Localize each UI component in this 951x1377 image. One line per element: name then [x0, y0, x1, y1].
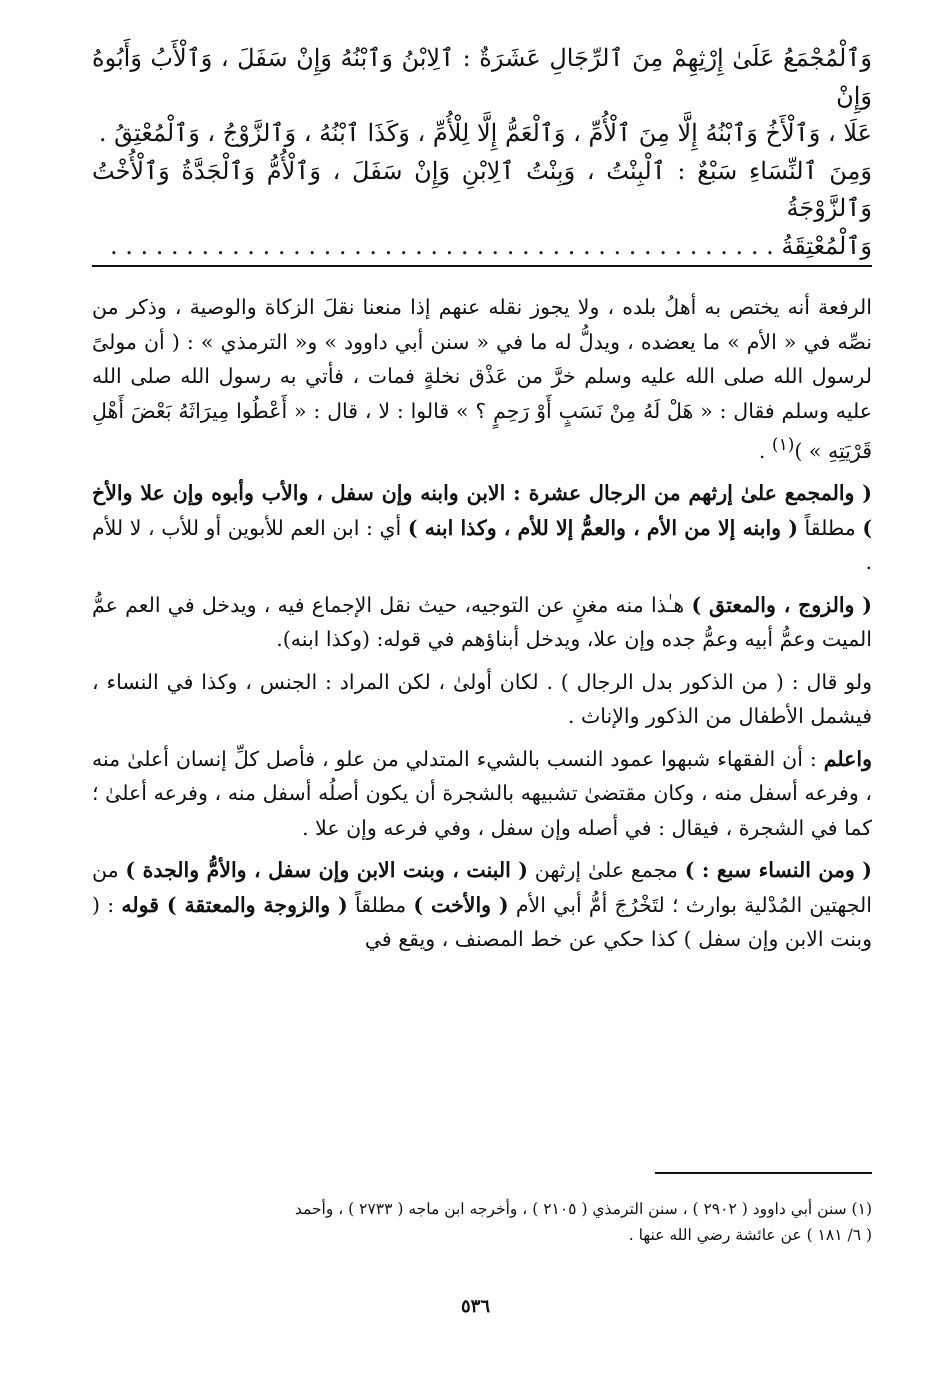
paragraph-text: مطلقاً [347, 892, 414, 917]
commentary-paragraph [92, 290, 872, 468]
commentary-paragraph [92, 853, 872, 957]
commentary-text-block [92, 290, 872, 965]
paragraph-text: هـٰذا منه مغنٍ عن التوجيه، حيث نقل الإجماع فيه ، ويدخل في العم عمُّ الميت وعمُّ أبيه وعمُّ جده وإن علا، ويدخل أبناؤهم في قوله: (وكذا ابنه). [92, 592, 872, 652]
footnote-rule [655, 1172, 872, 1174]
paragraph-text: مطلقاً [797, 515, 863, 540]
footnote-block [92, 1196, 872, 1248]
separator-rule [92, 265, 872, 267]
matn-quote: ( والزوج ، والمعتق ) [691, 592, 872, 617]
paragraph-text: من الجهتين المُدْلية بوارث ؛ لتَخْرُجَ أمُّ أبي الأم [92, 858, 873, 917]
matn-quote: ( ومن النساء سبع : ) [684, 858, 872, 883]
paragraph-text: الرفعة أنه يختص به أهلُ بلده ، ولا يجوز نقله عنهم إذا منعنا نقلَ الزكاة والوصية ، وذكر من نصِّه في « الأم » ما يعضده ، ويدلُّ له ما في « سنن أبي داوود » و« الترمذي » : ( أن مولىً لرسول الله صلى الله عليه وسلم خرَّ من عَذْق نخلةٍ فمات ، فأتي به رسول الله صلى الله عليه وسلم فقال : « هَلْ لَهُ مِنْ نَسَبٍ أَوْ رَحِمٍ ؟ » قالوا : لا ، قال : « أَعْطُوا مِيرَاثَهُ بَعْضَ أَهْلِ قَرْيَتِهِ » ) [92, 295, 872, 463]
matn-quote: ( والزوجة والمعتقة ) قوله [121, 892, 348, 917]
commentary-paragraph [92, 588, 872, 657]
matn-quote: ( البنت ، وبنت الابن وإن سفل ، والأمُّ والجدة ) [125, 858, 528, 883]
paragraph-text: : ( وبنت الابن وإن سفل ) كذا حكي عن خط المصنف ، ويقع في [92, 892, 872, 952]
commentary-paragraph [92, 476, 872, 580]
matn-line: وَمِنَ ٱلنِّسَاءِ سَبْعٌ : ٱلْبِنْتُ ، وَبِنْتُ ٱلِابْنِ وَإِنْ سَفَلَ ، وَٱلْأُمُّ وَٱلْجَدَّةُ وَٱلْأُخْتُ وَٱلزَّوْجَةُ [92, 156, 872, 222]
footnote-line: (١) سنن أبي داوود ( ٢٩٠٢ ) ، سنن الترمذي ( ٢١٠٥ ) ، وأخرجه ابن ماجه ( ٢٧٣٣ ) ، وأحمد [294, 1200, 872, 1218]
matn-quote: ( والأخت ) [413, 892, 509, 917]
matn-line: عَلَا ، وَٱلْأَخُ وَٱبْنُهُ إِلَّا مِنَ ٱلْأُمِّ ، وَٱلْعَمُّ إِلَّا لِلْأُمِّ ، وَكَذَا ٱبْنُهُ ، وَٱلزَّوْجُ ، وَٱلْمُعْتِقُ . [98, 119, 872, 147]
paragraph-text: . [758, 438, 772, 463]
paragraph-text: مجمع علىٰ إرثهن [527, 858, 685, 883]
matn-quote: ( وابنه إلا من الأم ، والعمُّ إلا للأم ، وكذا ابنه ) [407, 515, 798, 540]
matn-line: وَٱلْمُجْمَعُ عَلَىٰ إِرْثِهِمْ مِنَ ٱلرِّجَالِ عَشَرَةٌ : ٱلِابْنُ وَٱبْنُهُ وَإِنْ سَفَلَ ، وَٱلْأَبُ وَأَبُوهُ وَإِنْ [92, 44, 872, 110]
paragraph-text: أي : ابن العم للأبوين أو للأب ، لا للأم . [92, 515, 872, 575]
footnote-line: ( ٦/ ١٨١ ) عن عائشة رضي الله عنها . [628, 1226, 872, 1244]
matn-quote: واعلم [823, 746, 872, 771]
matn-line: وَٱلْمُعْتِقَةُ . . . . . . . . . . . . . . . . . . . . . . . . . . . . . . . . . . . . . . . . . . . . [109, 231, 872, 260]
matn-text-block [92, 40, 872, 265]
matn-quote: ( والمجمع علىٰ إرثهم من الرجال عشرة : الابن وابنه وإن سفل ، والأب وأبوه وإن علا والأخ ) [92, 481, 873, 540]
commentary-paragraph [92, 742, 872, 846]
commentary-paragraph [92, 665, 872, 734]
footnote-marker: (١) [771, 435, 795, 455]
page-number: ٥٣٦ [460, 1296, 490, 1317]
paragraph-text: ولو قال : ( من الذكور بدل الرجال ) . لكان أولىٰ ، لكن المراد : الجنس ، وكذا في النساء ، فيشمل الأطفال من الذكور والإناث . [92, 669, 872, 729]
paragraph-text: : أن الفقهاء شبهوا عمود النسب بالشيء المتدلي من علو ، فأصل كلِّ إنسان أعلىٰ منه ، وفرعه أسفل منه ، وكان مقتضىٰ تشبيهه بالشجرة أن يكون أصلُه أسفل منه ، وفرعه أعلىٰ ؛ كما في الشجرة ، فيقال : في أصله وإن سفل ، وفي فرعه وإن علا . [92, 746, 872, 840]
